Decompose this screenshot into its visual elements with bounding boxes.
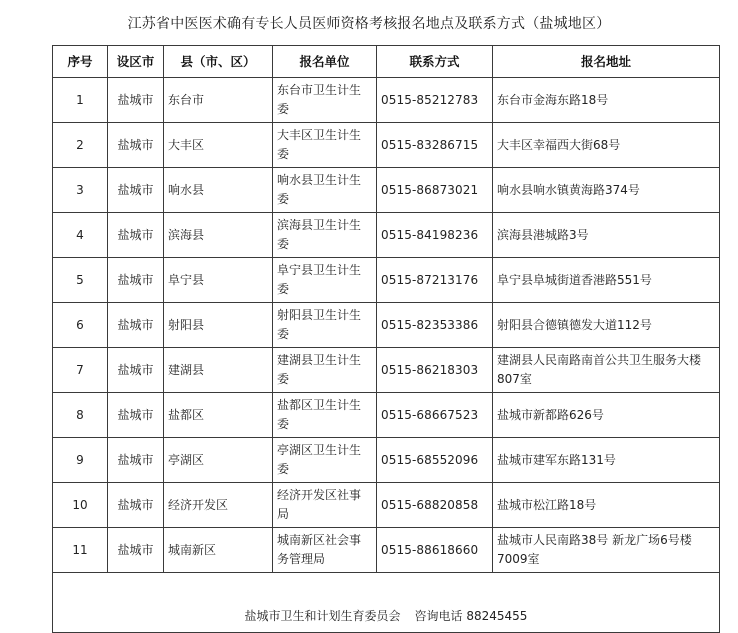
page-title: 江苏省中医医术确有专长人员医师资格考核报名地点及联系方式（盐城地区） bbox=[127, 16, 611, 32]
cell-phone: 0515-83286715 bbox=[377, 123, 493, 168]
cell-no: 7 bbox=[53, 348, 108, 393]
cell-phone: 0515-68667523 bbox=[377, 393, 493, 438]
cell-phone: 0515-82353386 bbox=[377, 303, 493, 348]
table-row bbox=[53, 393, 720, 438]
cell-unit: 响水县卫生计生委 bbox=[273, 168, 377, 213]
cell-unit: 大丰区卫生计生委 bbox=[273, 123, 377, 168]
cell-address: 盐城市人民南路38号 新龙广场6号楼7009室 bbox=[493, 528, 720, 573]
table-row bbox=[53, 213, 720, 258]
header-unit: 报名单位 bbox=[273, 46, 377, 78]
cell-unit: 盐都区卫生计生委 bbox=[273, 393, 377, 438]
cell-county: 大丰区 bbox=[164, 123, 273, 168]
cell-phone: 0515-86873021 bbox=[377, 168, 493, 213]
cell-phone: 0515-84198236 bbox=[377, 213, 493, 258]
cell-no: 6 bbox=[53, 303, 108, 348]
cell-address: 响水县响水镇黄海路374号 bbox=[493, 168, 720, 213]
cell-no: 3 bbox=[53, 168, 108, 213]
cell-no: 8 bbox=[53, 393, 108, 438]
cell-no: 2 bbox=[53, 123, 108, 168]
cell-no: 5 bbox=[53, 258, 108, 303]
cell-address: 大丰区幸福西大街68号 bbox=[493, 123, 720, 168]
cell-city: 盐城市 bbox=[108, 258, 164, 303]
footer-phone: 咨询电话 88245455 bbox=[414, 609, 528, 623]
header-city: 设区市 bbox=[108, 46, 164, 78]
table-header-row bbox=[53, 46, 720, 78]
header-phone: 联系方式 bbox=[377, 46, 493, 78]
cell-city: 盐城市 bbox=[108, 303, 164, 348]
cell-address: 盐城市松江路18号 bbox=[493, 483, 720, 528]
cell-county: 盐都区 bbox=[164, 393, 273, 438]
table-row bbox=[53, 528, 720, 573]
cell-county: 东台市 bbox=[164, 78, 273, 123]
cell-city: 盐城市 bbox=[108, 483, 164, 528]
cell-address: 阜宁县阜城街道香港路551号 bbox=[493, 258, 720, 303]
header-county: 县（市、区） bbox=[164, 46, 273, 78]
cell-city: 盐城市 bbox=[108, 123, 164, 168]
cell-city: 盐城市 bbox=[108, 348, 164, 393]
cell-county: 响水县 bbox=[164, 168, 273, 213]
cell-city: 盐城市 bbox=[108, 213, 164, 258]
cell-unit: 阜宁县卫生计生委 bbox=[273, 258, 377, 303]
cell-phone: 0515-88618660 bbox=[377, 528, 493, 573]
cell-address: 东台市金海东路18号 bbox=[493, 78, 720, 123]
cell-no: 11 bbox=[53, 528, 108, 573]
cell-county: 经济开发区 bbox=[164, 483, 273, 528]
table-row bbox=[53, 258, 720, 303]
table-row bbox=[53, 168, 720, 213]
cell-address: 建湖县人民南路南首公共卫生服务大楼807室 bbox=[493, 348, 720, 393]
cell-county: 阜宁县 bbox=[164, 258, 273, 303]
footer-cell bbox=[53, 573, 720, 633]
cell-unit: 东台市卫生计生委 bbox=[273, 78, 377, 123]
cell-no: 1 bbox=[53, 78, 108, 123]
table-footer-row bbox=[53, 573, 720, 633]
cell-unit: 射阳县卫生计生委 bbox=[273, 303, 377, 348]
cell-no: 10 bbox=[53, 483, 108, 528]
header-no: 序号 bbox=[53, 46, 108, 78]
cell-unit: 亭湖区卫生计生委 bbox=[273, 438, 377, 483]
cell-phone: 0515-68820858 bbox=[377, 483, 493, 528]
cell-county: 滨海县 bbox=[164, 213, 273, 258]
cell-unit: 城南新区社会事务管理局 bbox=[273, 528, 377, 573]
cell-county: 建湖县 bbox=[164, 348, 273, 393]
header-address: 报名地址 bbox=[493, 46, 720, 78]
table-row bbox=[53, 303, 720, 348]
cell-address: 盐城市建军东路131号 bbox=[493, 438, 720, 483]
cell-phone: 0515-87213176 bbox=[377, 258, 493, 303]
cell-phone: 0515-85212783 bbox=[377, 78, 493, 123]
table-row bbox=[53, 78, 720, 123]
registration-table bbox=[52, 45, 720, 633]
cell-county: 亭湖区 bbox=[164, 438, 273, 483]
cell-phone: 0515-68552096 bbox=[377, 438, 493, 483]
table-row bbox=[53, 483, 720, 528]
cell-county: 射阳县 bbox=[164, 303, 273, 348]
cell-city: 盐城市 bbox=[108, 528, 164, 573]
table-row bbox=[53, 123, 720, 168]
cell-unit: 经济开发区社事局 bbox=[273, 483, 377, 528]
cell-address: 盐城市新都路626号 bbox=[493, 393, 720, 438]
table-row bbox=[53, 348, 720, 393]
cell-city: 盐城市 bbox=[108, 393, 164, 438]
cell-city: 盐城市 bbox=[108, 78, 164, 123]
cell-phone: 0515-86218303 bbox=[377, 348, 493, 393]
table-row bbox=[53, 438, 720, 483]
cell-city: 盐城市 bbox=[108, 438, 164, 483]
cell-no: 4 bbox=[53, 213, 108, 258]
cell-unit: 滨海县卫生计生委 bbox=[273, 213, 377, 258]
cell-address: 滨海县港城路3号 bbox=[493, 213, 720, 258]
cell-no: 9 bbox=[53, 438, 108, 483]
footer-org: 盐城市卫生和计划生育委员会 bbox=[244, 609, 401, 623]
cell-city: 盐城市 bbox=[108, 168, 164, 213]
cell-unit: 建湖县卫生计生委 bbox=[273, 348, 377, 393]
cell-county: 城南新区 bbox=[164, 528, 273, 573]
cell-address: 射阳县合德镇德发大道112号 bbox=[493, 303, 720, 348]
